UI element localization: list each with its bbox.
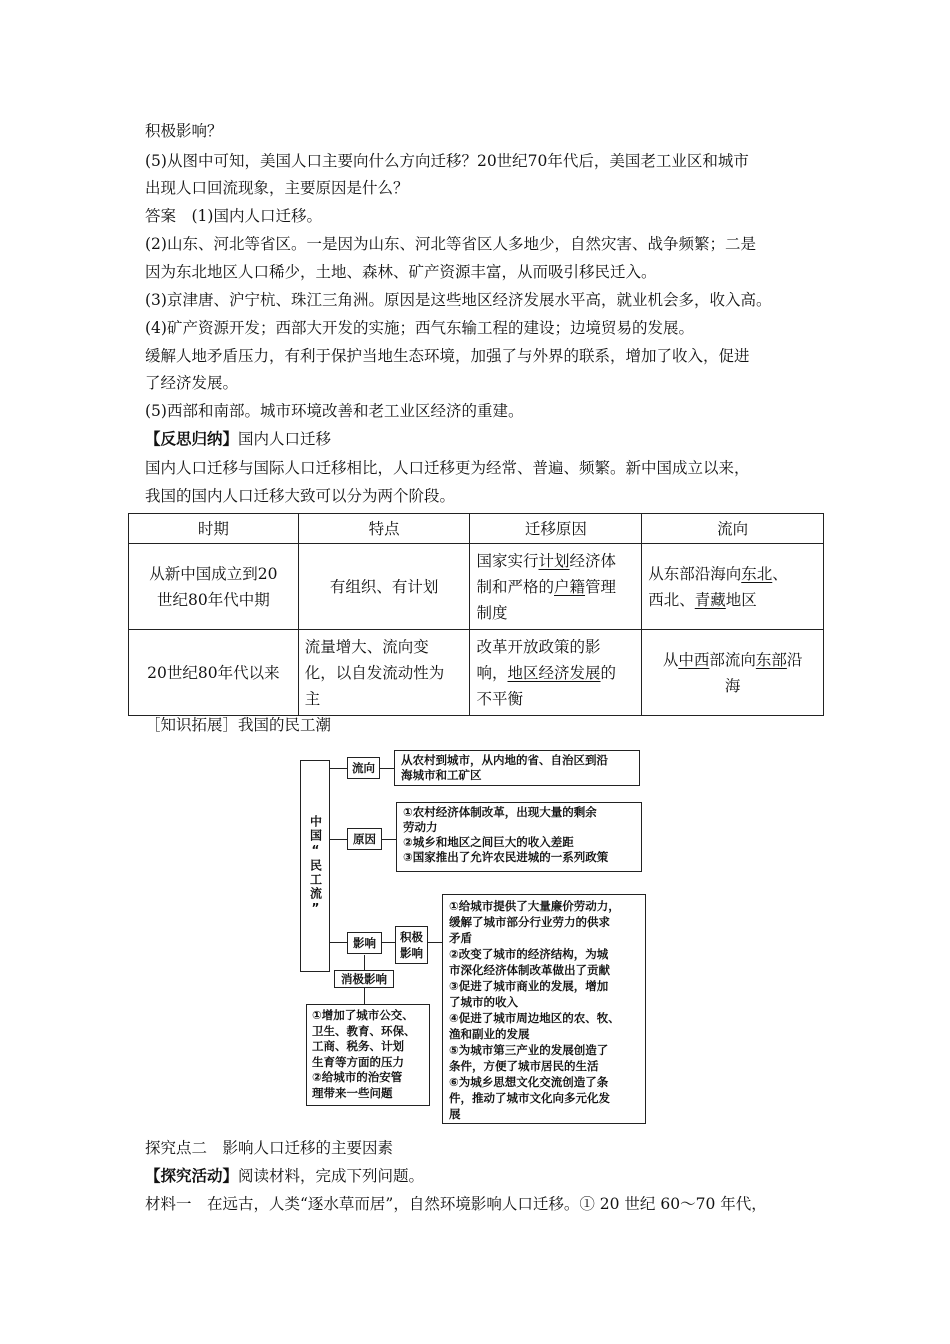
flow-text-box bbox=[394, 750, 640, 786]
impact-label-box: 影响 bbox=[347, 932, 382, 954]
diagram-text: ①增加了城市公交、 bbox=[312, 1008, 414, 1022]
cell-text: 响， bbox=[476, 663, 508, 682]
cell-text: 、 bbox=[772, 564, 788, 583]
diagram-text: ③促进了城市商业的发展，增加 bbox=[449, 979, 609, 993]
cell-text: 不平衡 bbox=[476, 689, 523, 708]
diagram-text: ②改变了城市的经济结构，为城 bbox=[449, 947, 609, 961]
knowledge-heading bbox=[145, 714, 331, 736]
table-cell-feature bbox=[298, 630, 470, 716]
text-line: 积极影响？ bbox=[145, 122, 223, 140]
diagram-text: 海城市和工矿区 bbox=[401, 768, 482, 782]
diagram-text: 从农村到城市，从内地的省、自治区到沿 bbox=[401, 753, 608, 767]
connector-line bbox=[382, 839, 396, 840]
cell-text: 主 bbox=[304, 689, 321, 708]
cell-text: 从 bbox=[662, 650, 679, 669]
diagram-text: ⑤为城市第三产业的发展创造了 bbox=[449, 1043, 609, 1057]
underlined-term: 东北 bbox=[741, 564, 773, 583]
table-cell-reason bbox=[470, 630, 642, 716]
reflect-tag: 【反思归纳】 bbox=[145, 429, 239, 448]
cell-text: 改革开放政策的影 bbox=[476, 637, 601, 656]
cell-text: 国家实行 bbox=[476, 551, 539, 570]
cell-text: 世纪80年代中期 bbox=[157, 590, 270, 609]
text-line: (5)西部和南部。城市环境改善和老工业区经济的重建。 bbox=[145, 402, 524, 420]
connector-line bbox=[382, 942, 395, 943]
diagram-text: 矛盾 bbox=[449, 931, 472, 945]
diagram-text: 生育等方面的压力 bbox=[312, 1054, 404, 1069]
table-header: 时期 bbox=[129, 514, 299, 544]
reason-label-box: 原因 bbox=[347, 828, 382, 850]
cell-text: 西北、 bbox=[648, 590, 695, 609]
text-line: (5)从图中可知，美国人口主要向什么方向迁移？20世纪70年代后，美国老工业区和城市 bbox=[145, 152, 749, 170]
cell-text: 地区 bbox=[725, 590, 757, 609]
underlined-term: 户籍 bbox=[554, 577, 586, 596]
activity-tag: 【探究活动】 bbox=[145, 1166, 239, 1185]
connector-line bbox=[364, 955, 365, 970]
diagram-text: 工商、税务、计划 bbox=[312, 1039, 404, 1053]
connector-line bbox=[330, 942, 347, 943]
diagram-text: 展 bbox=[449, 1107, 461, 1121]
cell-text: 从新中国成立到20 bbox=[149, 564, 278, 583]
table-cell-flow bbox=[642, 630, 824, 716]
cell-text: 部流向 bbox=[709, 650, 756, 669]
table-cell-period: 20世纪80年代以来 bbox=[129, 630, 299, 716]
reflect-heading bbox=[145, 428, 331, 450]
diagram-text: ④促进了城市周边地区的农、牧、 bbox=[449, 1011, 620, 1025]
table-header: 特点 bbox=[298, 514, 470, 544]
reflect-title: 国内人口迁移 bbox=[238, 430, 332, 448]
diagram-text: 卫生、教育、环保、 bbox=[312, 1023, 416, 1038]
explore-title: 探究点二 影响人口迁移的主要因素 bbox=[145, 1139, 394, 1157]
activity-text: 阅读材料，完成下列问题。 bbox=[238, 1167, 425, 1185]
diagram-text: 缓解了城市部分行业劳力的供求 bbox=[449, 915, 610, 929]
flow-label-box: 流向 bbox=[347, 757, 380, 779]
connector-line bbox=[364, 988, 365, 1004]
text-line: (4)矿产资源开发；西部大开发的实施；西气东输工程的建设；边境贸易的发展。 bbox=[145, 319, 694, 337]
diagram-text: ③国家推出了允许农民进城的一系列政策 bbox=[403, 850, 609, 864]
table-cell-feature: 有组织、有计划 bbox=[298, 544, 470, 630]
text-line: 出现人口回流现象，主要原因是什么？ bbox=[145, 179, 409, 197]
underlined-term: 青藏 bbox=[694, 590, 726, 609]
table-cell-reason bbox=[470, 544, 642, 630]
activity-heading bbox=[145, 1165, 424, 1187]
cell-text: 的 bbox=[600, 663, 617, 682]
answer-line: 答案 (1)国内人口迁移。 bbox=[145, 207, 322, 225]
negative-label-box: 消极影响 bbox=[334, 970, 394, 988]
negative-text-box bbox=[306, 1004, 430, 1106]
cell-text: 从东部沿海向 bbox=[648, 564, 742, 583]
underlined-term: 地区经济发展 bbox=[507, 663, 601, 682]
text-line: 了经济发展。 bbox=[145, 374, 239, 392]
table-cell-flow bbox=[642, 544, 824, 630]
table-row bbox=[129, 544, 824, 630]
reflect-paragraph: 国内人口迁移与国际人口迁移相比，人口迁移更为经常、普遍、频繁。新中国成立以来， bbox=[145, 459, 750, 477]
text-line: 缓解人地矛盾压力，有利于保护当地生态环境，加强了与外界的联系，增加了收入，促进 bbox=[145, 347, 750, 365]
migration-stage-table bbox=[128, 513, 824, 716]
diagram-text: ①农村经济体制改革，出现大量的剩余 bbox=[403, 805, 597, 819]
table-header-row bbox=[129, 514, 824, 544]
underlined-term: 中西 bbox=[678, 650, 710, 669]
connector-line bbox=[330, 768, 347, 769]
diagram-text: ⑥为城乡思想文化交流创造了条 bbox=[449, 1075, 609, 1089]
cell-text: 管理 bbox=[585, 577, 617, 596]
connector-line bbox=[380, 768, 394, 769]
cell-text: 制度 bbox=[476, 603, 508, 622]
knowledge-title: 我国的民工潮 bbox=[238, 716, 332, 734]
cell-text: 制和严格的 bbox=[476, 577, 554, 596]
diagram-text: 理带来一些问题 bbox=[312, 1085, 393, 1100]
table-row bbox=[129, 630, 824, 716]
diagram-text: 市深化经济体制改革做出了贡献 bbox=[449, 963, 610, 977]
diagram-text: 渔和副业的发展 bbox=[449, 1027, 530, 1041]
diagram-text: ②给城市的治安管 bbox=[312, 1070, 403, 1084]
underlined-term: 计划 bbox=[538, 551, 570, 570]
table-header: 迁移原因 bbox=[470, 514, 642, 544]
knowledge-tag: ［知识拓展］ bbox=[145, 716, 239, 734]
cell-text: 经济体 bbox=[569, 551, 617, 570]
text-line: 因为东北地区人口稀少，土地、森林、矿产资源丰富，从而吸引移民迁入。 bbox=[145, 263, 657, 281]
diagram-text: 劳动力 bbox=[403, 820, 438, 834]
reason-text-box bbox=[396, 802, 642, 872]
underlined-term: 东部 bbox=[755, 650, 787, 669]
table-cell-period bbox=[129, 544, 299, 630]
cell-text: 沿 bbox=[786, 650, 803, 669]
diagram-text: 了城市的收入 bbox=[449, 995, 518, 1009]
diagram-text: ②城乡和地区之间巨大的收入差距 bbox=[403, 835, 574, 849]
positive-text-box bbox=[442, 894, 646, 1124]
cell-text: 化，以自发流动性为 bbox=[304, 663, 445, 682]
cell-text: 海 bbox=[724, 676, 741, 695]
connector-line bbox=[330, 839, 347, 840]
text-line: (3)京津唐、沪宁杭、珠江三角洲。原因是这些地区经济发展水平高，就业机会多，收入高。 bbox=[145, 291, 772, 309]
diagram-text: 条件，方便了城市居民的生活 bbox=[449, 1059, 599, 1073]
diagram-text: 件，推动了城市文化向多元化发 bbox=[449, 1091, 610, 1105]
material-line: 材料一 在远古，人类“逐水草而居”，自然环境影响人口迁移。① 20 世纪 60～70 年代， bbox=[145, 1195, 767, 1213]
root-box: 中国“民工流” bbox=[300, 760, 330, 972]
connector-line bbox=[428, 942, 442, 943]
cell-text: 流量增大、流向变 bbox=[304, 637, 429, 656]
reflect-paragraph: 我国的国内人口迁移大致可以分为两个阶段。 bbox=[145, 487, 456, 505]
table-header: 流向 bbox=[642, 514, 824, 544]
diagram-text: ①给城市提供了大量廉价劳动力， bbox=[449, 899, 620, 913]
text-line: (2)山东、河北等省区。一是因为山东、河北等省区人多地少，自然灾害、战争频繁；二是 bbox=[145, 235, 756, 253]
positive-label-box: 积极影响 bbox=[395, 926, 428, 964]
